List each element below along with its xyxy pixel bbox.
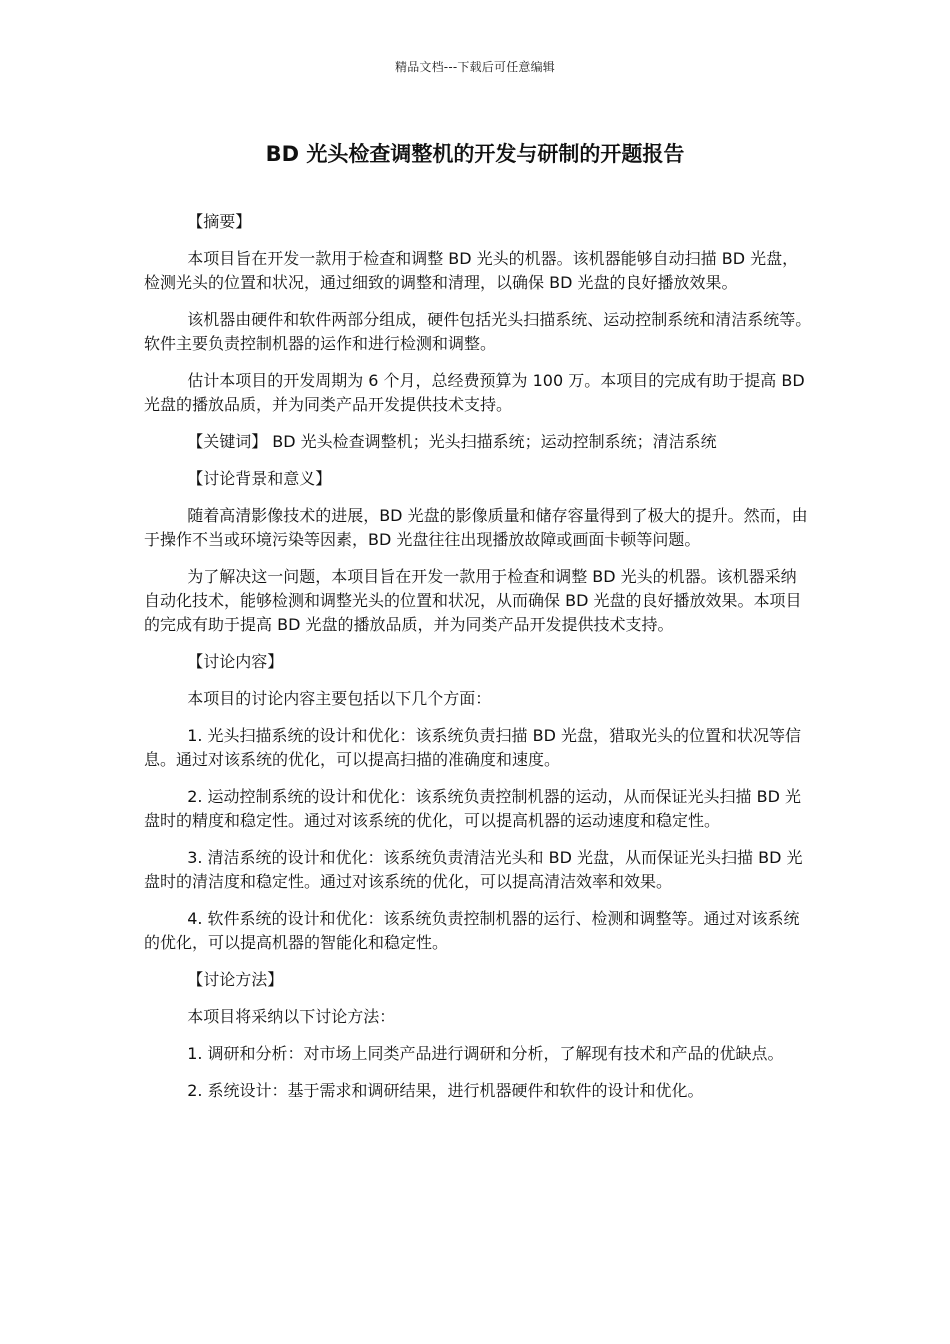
abstract-paragraph-3: 估计本项目的开发周期为 6 个月，总经费预算为 100 万。本项目的完成有助于提高 BD 光盘的播放品质，并为同类产品开发提供技术支持。	[144, 371, 805, 414]
section-heading-background: 【讨论背景和意义】	[187, 469, 332, 488]
page-header-watermark: 精品文档---下载后可任意编辑	[395, 60, 555, 74]
abstract-paragraph-1: 本项目旨在开发一款用于检查和调整 BD 光头的机器。该机器能够自动扫描 BD 光盘，检测光头的位置和状况，通过细致的调整和清理，以确保 BD 光盘的良好播放效果。	[144, 249, 799, 292]
keywords-line: 【关键词】 BD 光头检查调整机；光头扫描系统；运动控制系统；清洁系统	[187, 432, 717, 451]
content-item-4: 4. 软件系统的设计和优化：该系统负责控制机器的运行、检测和调整等。通过对该系统的优化，可以提高机器的智能化和稳定性。	[144, 909, 800, 952]
document-title: BD 光头检查调整机的开发与研制的开题报告	[265, 142, 685, 166]
content-intro: 本项目的讨论内容主要包括以下几个方面：	[187, 689, 492, 708]
method-item-1: 1. 调研和分析：对市场上同类产品进行调研和分析，了解现有技术和产品的优缺点。	[187, 1044, 784, 1063]
background-paragraph-1: 随着高清影像技术的进展，BD 光盘的影像质量和储存容量得到了极大的提升。然而，由于操作不当或环境污染等因素，BD 光盘往往出现播放故障或画面卡顿等问题。	[144, 506, 808, 549]
method-intro: 本项目将采纳以下讨论方法：	[187, 1007, 396, 1026]
section-heading-method: 【讨论方法】	[187, 970, 284, 989]
content-item-2: 2. 运动控制系统的设计和优化：该系统负责控制机器的运动，从而保证光头扫描 BD 光盘时的精度和稳定性。通过对该系统的优化，可以提高机器的运动速度和稳定性。	[144, 787, 802, 830]
content-item-3: 3. 清洁系统的设计和优化：该系统负责清洁光头和 BD 光盘，从而保证光头扫描 BD 光盘时的清洁度和稳定性。通过对该系统的优化，可以提高清洁效率和效果。	[144, 848, 803, 891]
background-paragraph-2: 为了解决这一问题，本项目旨在开发一款用于检查和调整 BD 光头的机器。该机器采纳自动化技术，能够检测和调整光头的位置和状况，从而确保 BD 光盘的良好播放效果。本项目的完成有助于提高 BD 光盘的播放品质，并为同类产品开发提供技术支持。	[144, 567, 802, 634]
content-item-1: 1. 光头扫描系统的设计和优化：该系统负责扫描 BD 光盘，猎取光头的位置和状况等信息。通过对该系统的优化，可以提高扫描的准确度和速度。	[144, 726, 802, 769]
method-item-2: 2. 系统设计：基于需求和调研结果，进行机器硬件和软件的设计和优化。	[187, 1081, 704, 1100]
abstract-paragraph-2: 该机器由硬件和软件两部分组成，硬件包括光头扫描系统、运动控制系统和清洁系统等。软件主要负责控制机器的运作和进行检测和调整。	[144, 310, 812, 353]
section-heading-content: 【讨论内容】	[187, 652, 284, 671]
document-body	[144, 210, 812, 1116]
section-heading-abstract: 【摘要】	[187, 212, 252, 231]
